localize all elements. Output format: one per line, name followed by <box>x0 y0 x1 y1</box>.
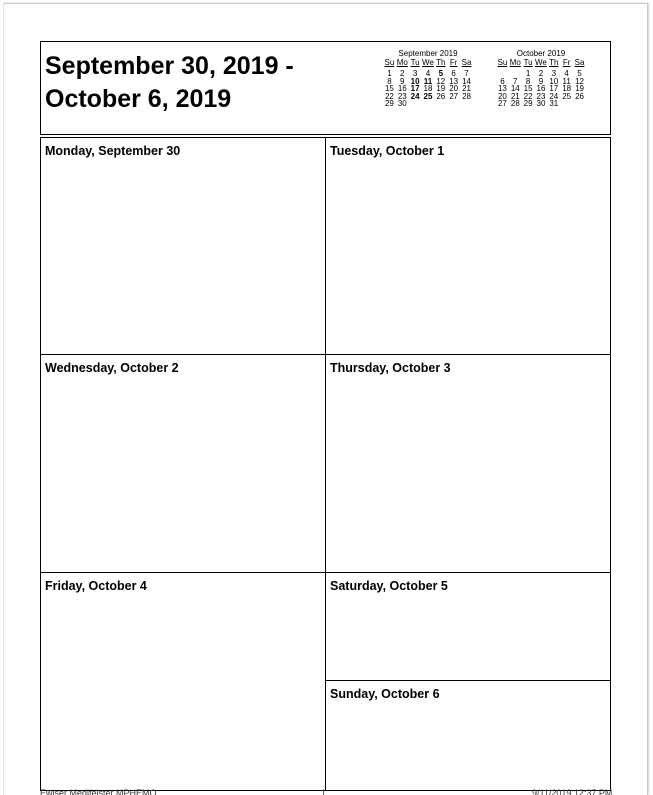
weekday-label: Mo <box>396 58 408 67</box>
date-cell: 17 <box>549 84 559 94</box>
week-range-title <box>45 50 294 116</box>
week-range-line-1: September 30, 2019 - <box>45 52 294 80</box>
day-heading: Monday, September 30 <box>45 144 181 158</box>
date-cell: 13 <box>497 84 507 94</box>
week-header <box>40 41 611 135</box>
day-cell-wednesday[interactable] <box>41 355 325 572</box>
date-cell: 15 <box>384 84 394 94</box>
date-cell: 20 <box>497 91 507 101</box>
date-cell: 19 <box>575 84 584 94</box>
weekday-label: Th <box>549 58 559 67</box>
date-cell: 25 <box>562 91 572 101</box>
mini-calendar-september <box>383 49 473 107</box>
date-cell: 5 <box>577 69 582 79</box>
date-cell-bold: 10 <box>410 76 420 86</box>
date-cell: 9 <box>400 76 405 86</box>
mini-calendar-october <box>496 49 586 107</box>
day-heading: Tuesday, October 1 <box>330 144 445 158</box>
day-cell-thursday[interactable] <box>326 355 610 572</box>
date-cell: 4 <box>425 69 431 79</box>
date-cell: 1 <box>387 69 392 79</box>
date-cell: 18 <box>423 84 433 94</box>
weekday-label: Sa <box>574 58 585 67</box>
date-cell: 23 <box>397 91 407 101</box>
mini-calendar-grid <box>383 59 473 107</box>
date-cell <box>422 100 435 107</box>
date-cell: 4 <box>564 69 569 79</box>
date-cell: 6 <box>500 76 505 86</box>
date-cell: 1 <box>525 69 531 79</box>
date-cell-bold: 11 <box>423 76 433 86</box>
week-grid <box>40 137 611 791</box>
weekday-label: Tu <box>523 58 533 67</box>
date-cell: 14 <box>462 76 471 86</box>
weekday-label: Fr <box>562 58 571 67</box>
date-cell: 26 <box>436 91 446 101</box>
date-cell: 16 <box>397 84 407 94</box>
date-cell <box>434 100 447 107</box>
date-cell: 28 <box>510 99 520 109</box>
day-heading: Thursday, October 3 <box>330 361 451 375</box>
weekday-label: Tu <box>410 58 420 67</box>
date-cell: 21 <box>510 91 520 101</box>
date-cell-bold: 24 <box>410 91 420 101</box>
date-cell: 19 <box>436 84 446 94</box>
date-cell: 3 <box>551 69 557 79</box>
date-cell: 22 <box>523 91 533 101</box>
day-cell-friday[interactable] <box>41 573 325 790</box>
footer-page-number: 1 <box>321 789 327 795</box>
footer-left-text: Ewiser Medifelster MPHEMO <box>40 789 157 795</box>
weekday-label: Sa <box>461 58 472 67</box>
mini-calendar-title: October 2019 <box>516 49 566 58</box>
day-heading: Sunday, October 6 <box>330 687 440 701</box>
day-cell-saturday[interactable] <box>326 573 610 680</box>
day-cell-sunday[interactable] <box>326 681 610 790</box>
date-cell: 22 <box>384 91 394 101</box>
date-cell: 20 <box>449 84 459 94</box>
date-cell: 18 <box>562 84 572 94</box>
date-cell: 30 <box>536 99 546 109</box>
date-cell: 21 <box>462 84 471 94</box>
date-cell: 15 <box>523 84 533 94</box>
date-cell-bold: 17 <box>410 84 420 94</box>
weekday-label: Th <box>436 58 446 67</box>
weekday-label: Su <box>497 58 508 67</box>
weekday-label: Su <box>384 58 395 67</box>
date-cell: 27 <box>497 99 507 109</box>
date-cell: 8 <box>525 76 531 86</box>
date-cell: 10 <box>549 76 559 86</box>
date-cell: 7 <box>464 69 469 79</box>
date-cell: 7 <box>513 76 518 86</box>
weekday-label: We <box>422 58 434 67</box>
day-heading: Saturday, October 5 <box>330 579 448 593</box>
date-cell <box>560 100 573 107</box>
date-cell <box>573 100 586 107</box>
date-cell: 26 <box>575 91 584 101</box>
date-cell: 2 <box>538 69 544 79</box>
date-cell-bold: 5 <box>438 69 444 79</box>
date-cell: 16 <box>536 84 546 94</box>
date-cell: 12 <box>436 76 446 86</box>
date-cell <box>409 100 422 107</box>
day-heading: Friday, October 4 <box>45 579 147 593</box>
footer-timestamp: 9/11/2019 12:37 PM <box>532 789 613 795</box>
date-cell: 27 <box>449 91 459 101</box>
date-cell <box>447 100 460 107</box>
day-cell-monday[interactable] <box>41 138 325 354</box>
date-cell: 9 <box>538 76 544 86</box>
date-cell-bold: 25 <box>423 91 433 101</box>
date-cell: 29 <box>523 99 533 109</box>
date-cell: 13 <box>449 76 459 86</box>
week-range-line-2: October 6, 2019 <box>45 85 232 113</box>
day-heading: Wednesday, October 2 <box>45 361 179 375</box>
day-cell-tuesday[interactable] <box>326 138 610 354</box>
date-cell: 23 <box>536 91 546 101</box>
date-cell: 8 <box>387 76 392 86</box>
date-cell: 12 <box>575 76 584 86</box>
date-cell: 14 <box>510 84 520 94</box>
weekday-label: Mo <box>509 58 521 67</box>
date-cell: 6 <box>451 69 456 79</box>
mini-calendar-title: September 2019 <box>398 49 458 58</box>
date-cell: 30 <box>397 99 407 109</box>
date-cell: 29 <box>384 99 394 109</box>
date-cell: 3 <box>412 69 418 79</box>
date-cell: 2 <box>400 69 405 79</box>
date-cell: 24 <box>549 91 559 101</box>
date-cell: 31 <box>549 99 559 109</box>
date-cell: 11 <box>562 76 571 86</box>
weekday-label: Fr <box>449 58 458 67</box>
mini-calendar-grid <box>496 59 586 107</box>
date-cell: 28 <box>462 91 471 101</box>
date-cell <box>460 100 473 107</box>
weekday-label: We <box>535 58 547 67</box>
